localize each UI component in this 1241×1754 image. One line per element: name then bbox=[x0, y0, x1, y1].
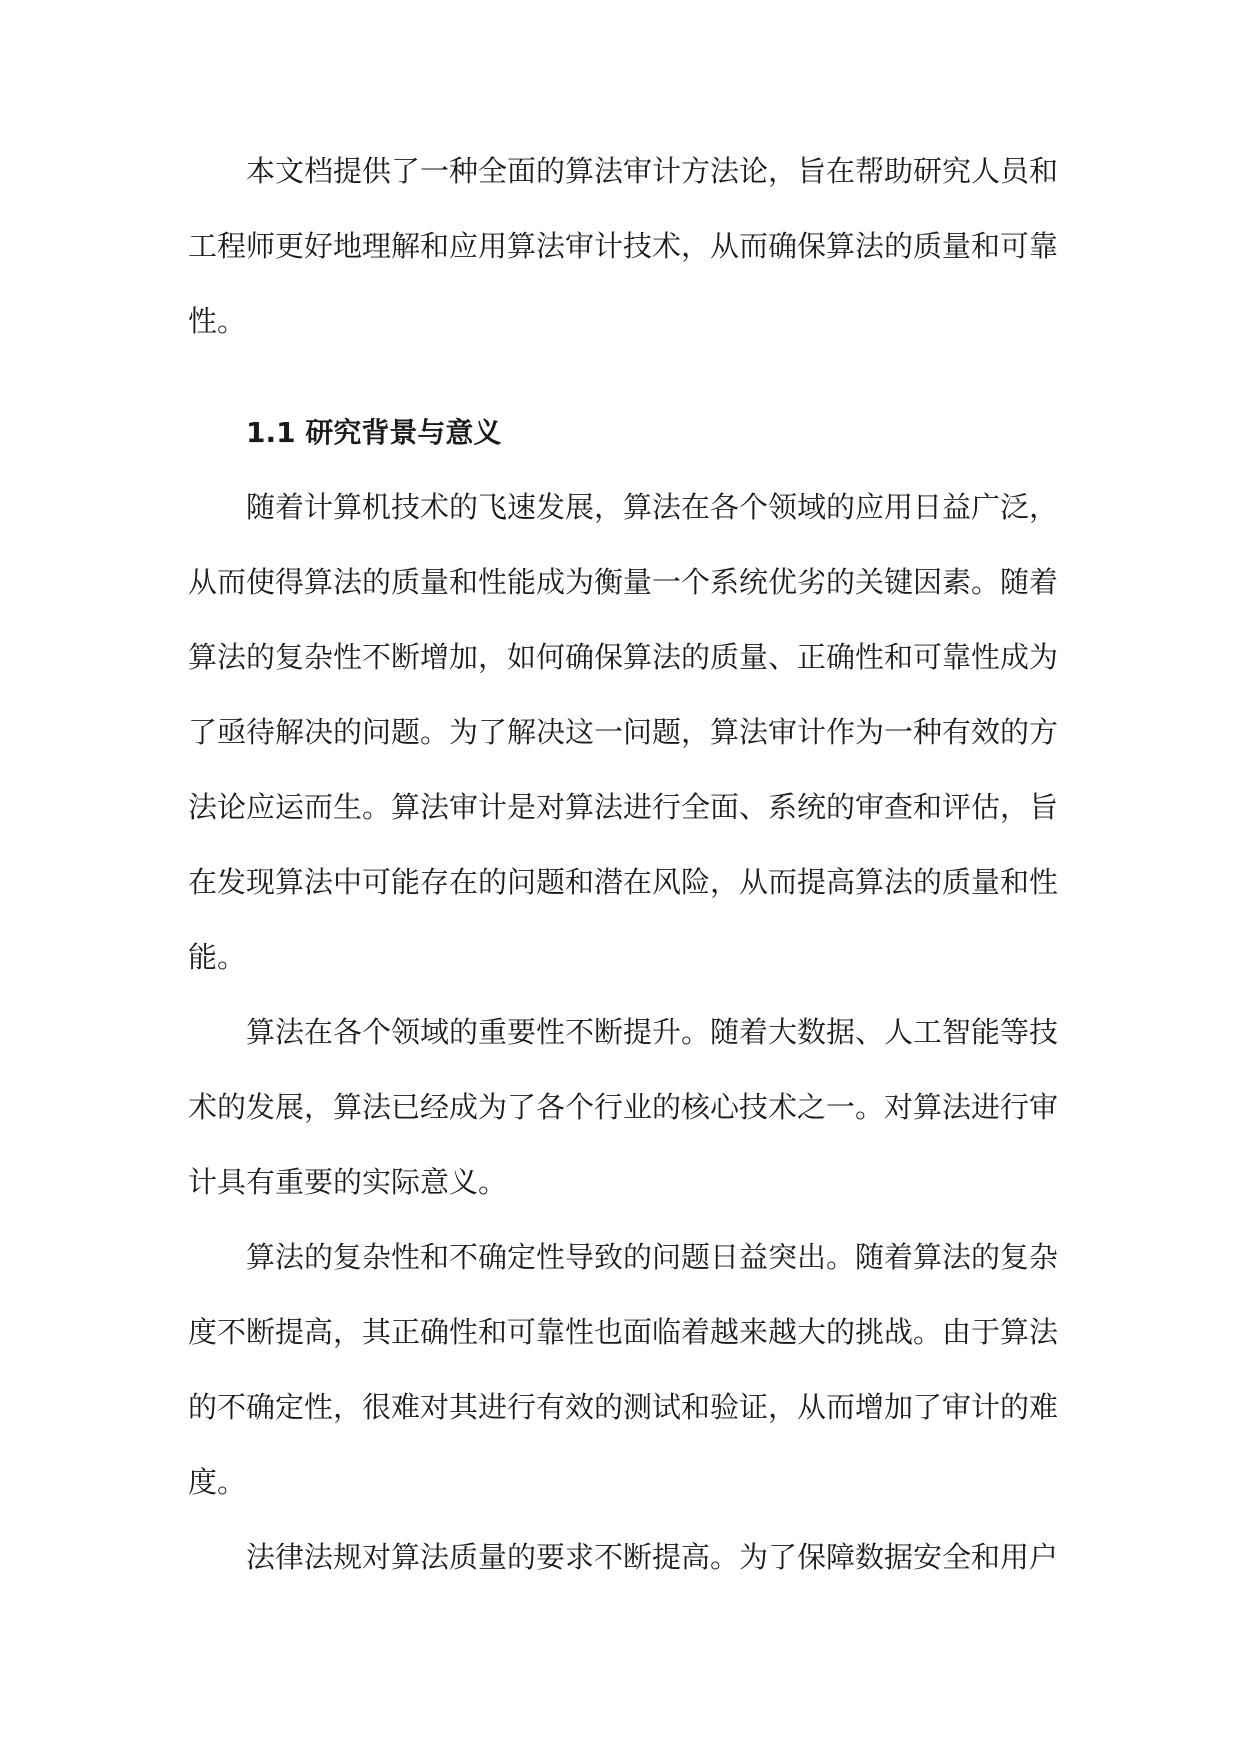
body-paragraph-1: 随着计算机技术的飞速发展，算法在各个领域的应用日益广泛，从而使得算法的质量和性能成为衡量一个系统优劣的关键因素。随着算法的复杂性不断增加，如何确保算法的质量、正确性和可靠性成为了亟待解决的问题。为了解决这一问题，算法审计作为一种有效的方法论应运而生。算法审计是对算法进行全面、系统的审查和评估，旨在发现算法中可能存在的问题和潜在风险，从而提高算法的质量和性能。 bbox=[188, 490, 1059, 974]
body-paragraph-3: 算法的复杂性和不确定性导致的问题日益突出。随着算法的复杂度不断提高，其正确性和可靠性也面临着越来越大的挑战。由于算法的不确定性，很难对其进行有效的测试和验证，从而增加了审计的难度。 bbox=[188, 1240, 1059, 1499]
document-body bbox=[188, 134, 1058, 1595]
body-paragraph-2: 算法在各个领域的重要性不断提升。随着大数据、人工智能等技术的发展，算法已经成为了各个行业的核心技术之一。对算法进行审计具有重要的实际意义。 bbox=[188, 1015, 1059, 1199]
body-paragraph-4: 法律法规对算法质量的要求不断提高。为了保障数据安全和用户 bbox=[246, 1540, 1059, 1574]
section-heading: 1.1 研究背景与意义 bbox=[246, 416, 502, 449]
intro-paragraph: 本文档提供了一种全面的算法审计方法论，旨在帮助研究人员和工程师更好地理解和应用算法审计技术，从而确保算法的质量和可靠性。 bbox=[188, 154, 1059, 338]
